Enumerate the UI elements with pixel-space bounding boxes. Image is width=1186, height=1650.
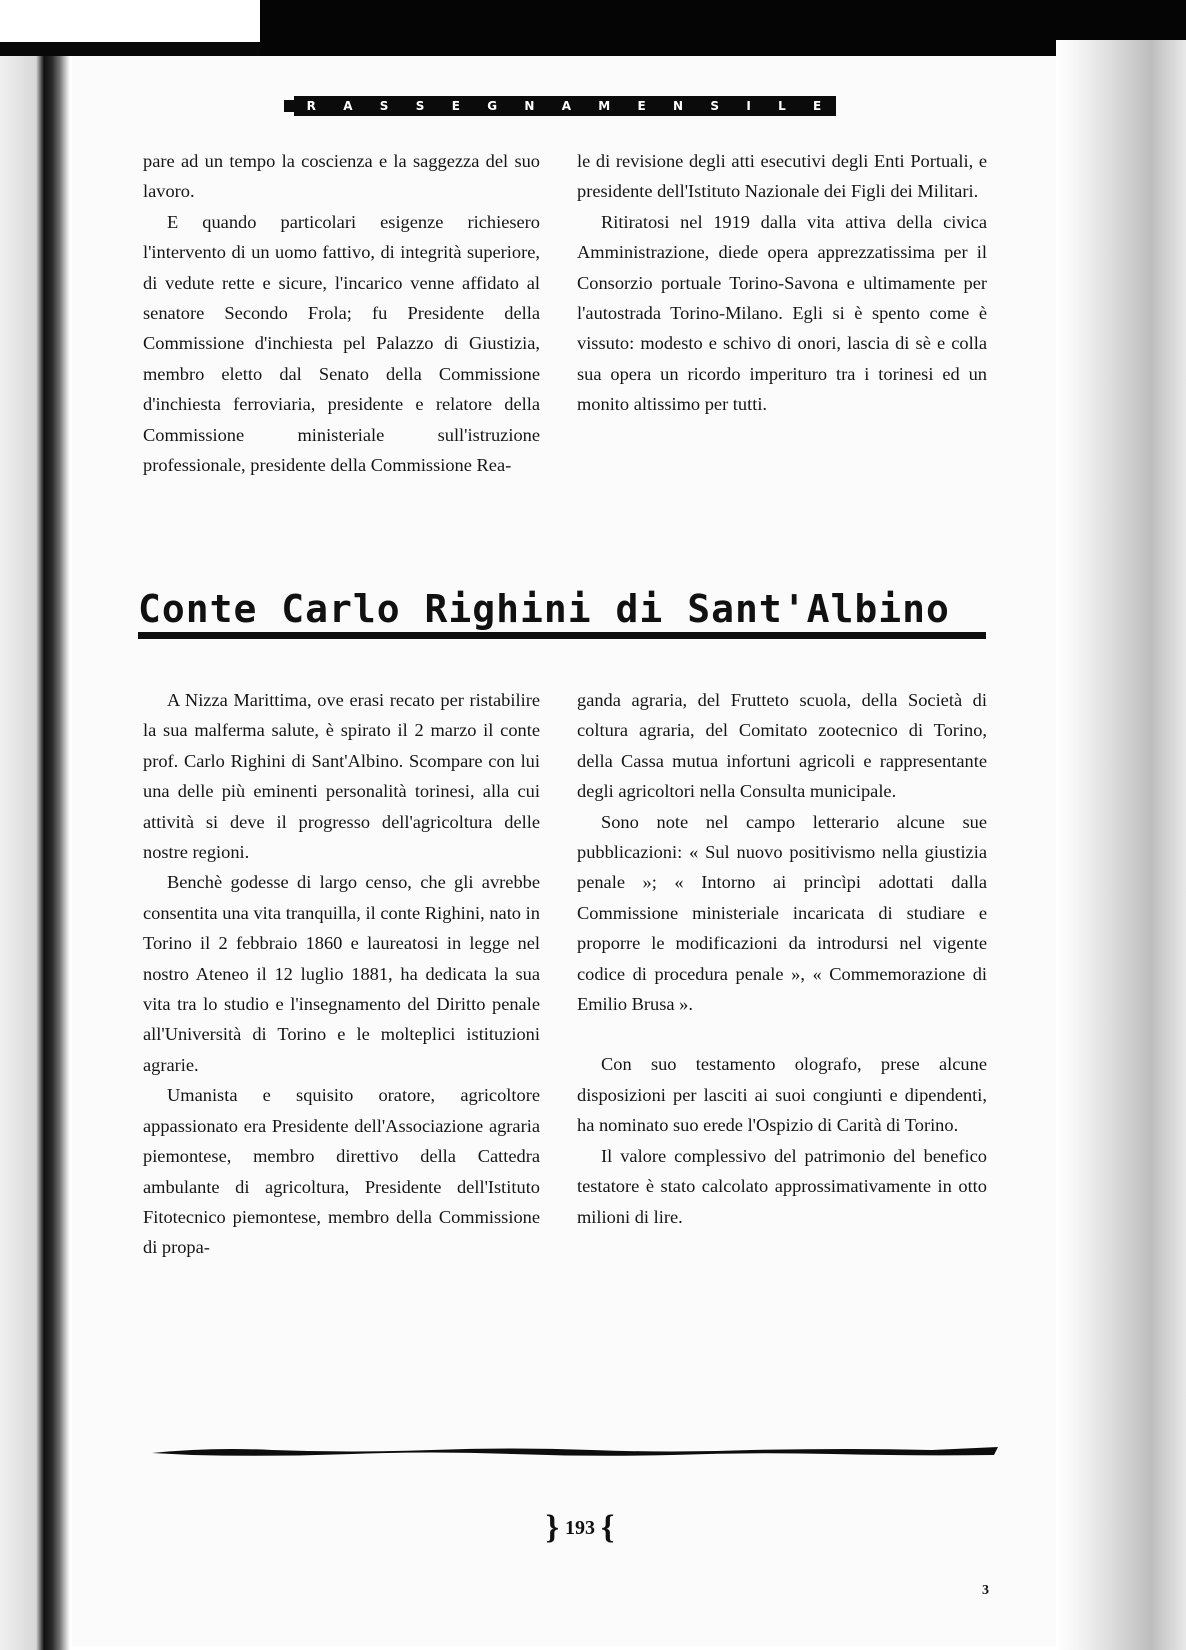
corner-mark: 3 (982, 1583, 989, 1598)
scan-edge-right (1056, 40, 1186, 1650)
scan-binding-edge (0, 56, 70, 1650)
header-letter: A (343, 99, 355, 113)
running-header-letters (294, 96, 836, 116)
paragraph: le di revisione degli atti esecutivi degli Enti Portuali, e presidente dell'Istituto Nazionale dei Figli dei Militari. (577, 151, 987, 202)
header-letter: G (487, 99, 500, 113)
paragraph: Con suo testamento olografo, prese alcune disposizioni per lasciti ai suoi congiunti e dipendenti, ha nominato suo erede l'Ospizio di Carità di Torino. (577, 1054, 987, 1136)
title-underline (138, 632, 986, 639)
folio-bracket-right: { (601, 1509, 615, 1546)
article-left-column (143, 685, 540, 1263)
page-folio (520, 1508, 640, 1548)
page-number: 193 (565, 1516, 595, 1539)
ornamental-rule (152, 1444, 998, 1458)
paragraph: Il valore complessivo del patrimonio del benefico testatore è stato calcolato approssimativamente in otto milioni di lire. (577, 1145, 987, 1227)
header-letter: E (637, 99, 648, 113)
header-letter: N (524, 99, 537, 113)
article-right-column (577, 685, 987, 1232)
paragraph: Umanista e squisito oratore, agricoltore appassionato era Presidente dell'Associazione agraria piemontese, membro direttivo della Cattedra ambulante di agricoltura, Presidente dell'Istituto Fitotecnico piemontese, membro della Commissione di propa- (143, 1085, 540, 1258)
header-letter: N (673, 99, 686, 113)
header-letter: E (451, 99, 462, 113)
header-letter: S (415, 99, 427, 113)
header-letter: A (561, 99, 573, 113)
header-letter: S (379, 99, 391, 113)
paragraph: ganda agraria, del Frutteto scuola, della Società di coltura agraria, del Comitato zootecnico di Torino, della Cassa mutua infortuni agricoli e rappresentante degli agricoltori nella Consulta municipale. (577, 690, 987, 802)
header-letter: R (306, 99, 318, 113)
continued-text-left-column (143, 146, 540, 480)
header-letter: S (710, 99, 722, 113)
scan-shadow-top-left (0, 42, 260, 56)
paragraph: E quando particolari esigenze richiesero l'intervento di un uomo fattivo, di integrità superiore, di vedute rette e sicure, l'incarico venne affidato al senatore Secondo Frola; fu Presidente della Commissione d'inchiesta pel Palazzo di Giustizia, membro eletto dal Senato della Commissione d'inchiesta ferroviaria, presidente e relatore della Commissione ministeriale sull'istruzione professionale, presidente della Commissione Rea- (143, 211, 540, 476)
header-letter: L (778, 99, 788, 113)
header-letter: E (813, 99, 824, 113)
continued-text-right-column (577, 146, 987, 420)
paragraph: pare ad un tempo la coscienza e la saggezza del suo lavoro. (143, 151, 540, 202)
scan-shadow-top (260, 0, 1186, 56)
folio-bracket-left: } (545, 1509, 559, 1546)
header-letter: M (598, 99, 613, 113)
paragraph: Sono note nel campo letterario alcune sue pubblicazioni: « Sul nuovo positivismo nella giustizia penale »; « Intorno ai princìpi adottati dalla Commissione ministeriale incaricata di studiare e proporre le modificazioni da introdursi nel vigente codice di procedura penale », « Commemorazione di Emilio Brusa ». (577, 811, 987, 1015)
paragraph: Benchè godesse di largo censo, che gli avrebbe consentita una vita tranquilla, il conte Righini, nato in Torino il 2 febbraio 1860 e laureatosi in legge nel nostro Ateneo il 12 luglio 1881, ha dedicata la sua vita tra lo studio e l'insegnamento del Diritto penale all'Università di Torino e le molteplici istituzioni agrarie. (143, 872, 540, 1075)
running-header (294, 96, 836, 116)
header-letter: I (746, 99, 753, 113)
paragraph: Ritiratosi nel 1919 dalla vita attiva della civica Amministrazione, diede opera apprezzatissima per il Consorzio portuale Torino-Savona e ultimamente per l'autostrada Torino-Milano. Egli si è spento come è vissuto: modesto e schivo di onori, lascia di sè e colla sua opera un ricordo imperituro tra i torinesi ed un monito altissimo per tutti. (577, 211, 987, 415)
article-title: Conte Carlo Righini di Sant'Albino (138, 587, 950, 631)
paragraph: A Nizza Marittima, ove erasi recato per ristabilire la sua malferma salute, è spirato il 2 marzo il conte prof. Carlo Righini di Sant'Albino. Scompare con lui una delle più eminenti personalità torinesi, alla cui attività si deve il progresso dell'agricoltura delle nostre regioni. (143, 690, 540, 863)
